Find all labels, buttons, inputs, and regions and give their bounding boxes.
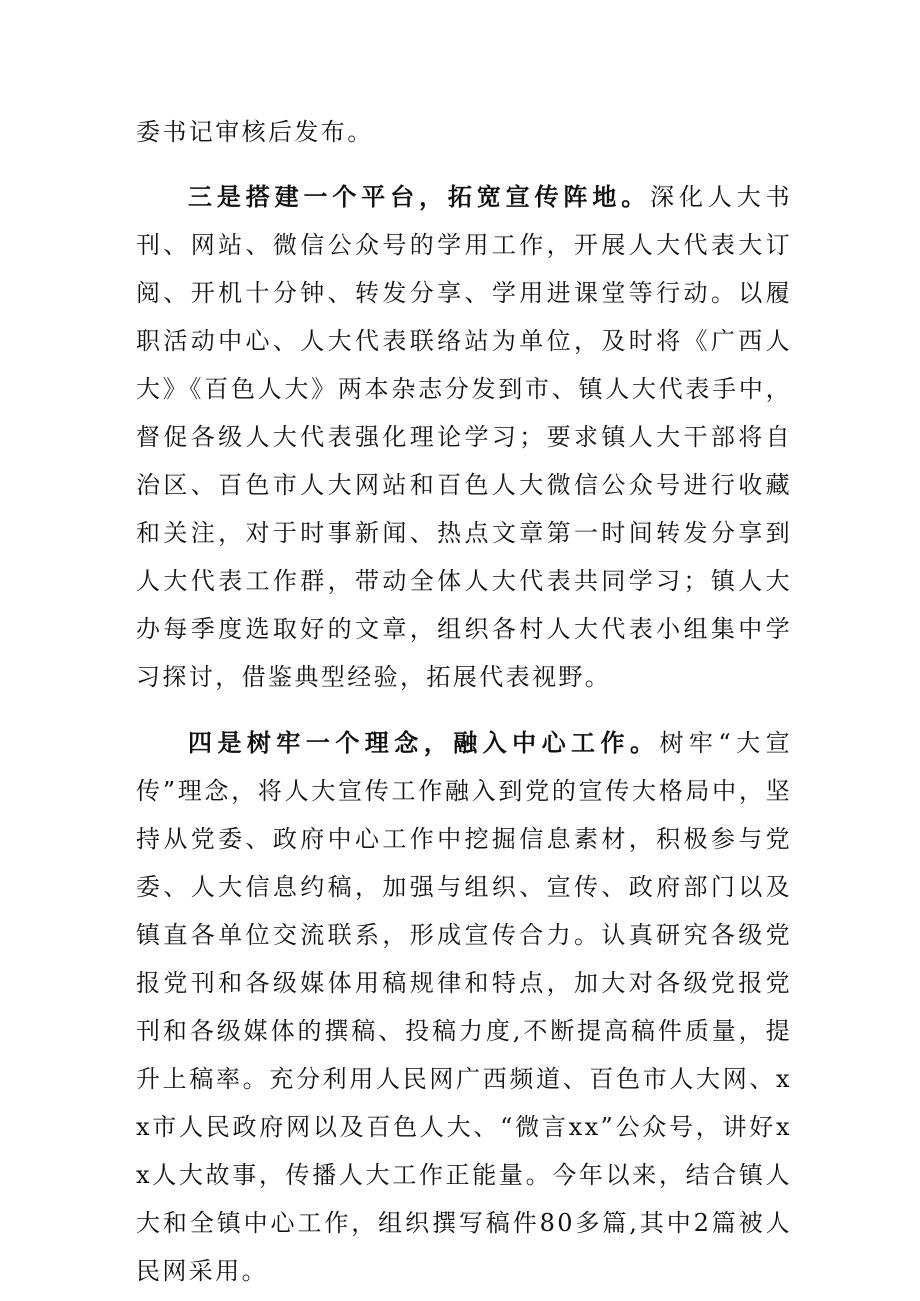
paragraph-text: 深化人大书刊、网站、微信公众号的学用工作，开展人大代表大订阅、开机十分钟、转发分享、学用进课堂等行动。以履职活动中心、人大代表联络站为单位，及时将《广西人大》《百色人大》两本杂志分发到市、镇人大代表手中，督促各级人大代表强化理论学习；要求镇人大干部将自治区、百色市人大网站和百色人大微信公众号进行收藏和关注，对于时事新闻、热点文章第一时间转发分享到人大代表工作群，带动全体人大代表共同学习；镇人大办每季度选取好的文章，组织各村人大代表小组集中学习探讨，借鉴典型经验，拓展代表视野。 — [136, 183, 792, 691]
paragraph-concept — [136, 719, 792, 1295]
paragraph-heading: 三是搭建一个平台，拓宽宣传阵地。 — [188, 183, 651, 211]
paragraph-heading: 四是树牢一个理念，融入中心工作。 — [188, 729, 660, 757]
paragraph-platform — [136, 173, 792, 701]
paragraph-continuation — [136, 108, 792, 156]
paragraph-text: 树牢“大宣传”理念，将人大宣传工作融入到党的宣传大格局中，坚持从党委、政府中心工作中挖掘信息素材，积极参与党委、人大信息约稿，加强与组织、宣传、政府部门以及镇直各单位交流联系，形成宣传合力。认真研究各级党报党刊和各级媒体用稿规律和特点，加大对各级党报党刊和各级媒体的撰稿、投稿力度,不断提高稿件质量，提升上稿率。充分利用人民网广西频道、百色市人大网、xx市人民政府网以及百色人大、“微言xx”公众号，讲好xx人大故事，传播人大工作正能量。今年以来，结合镇人大和全镇中心工作，组织撰写稿件80多篇,其中2篇被人民网采用。 — [136, 729, 792, 1285]
document-page — [136, 108, 792, 1295]
paragraph-text: 委书记审核后发布。 — [136, 118, 374, 146]
